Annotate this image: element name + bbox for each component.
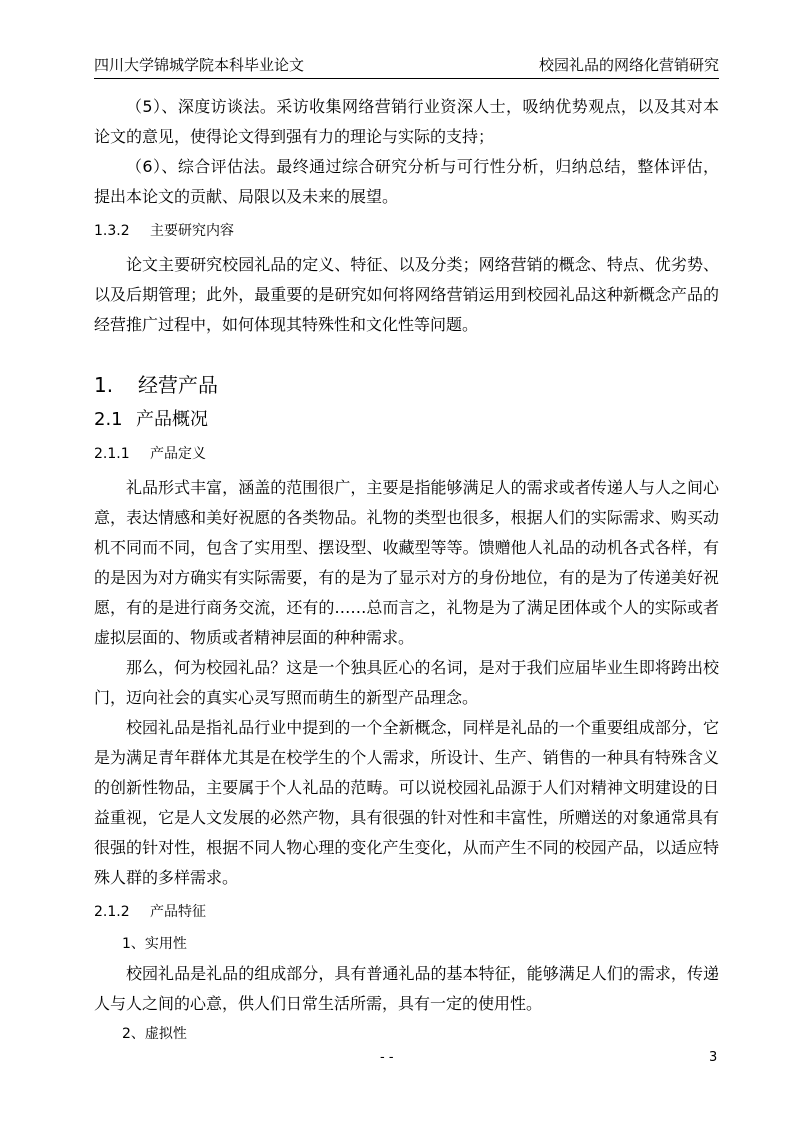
heading-title: 产品定义 <box>150 446 206 462</box>
paragraph-gift-definition: 礼品形式丰富，涵盖的范围很广，主要是指能够满足人的需求或者传递人与人之间心意，表达情感和美好祝愿的各类物品。礼物的类型也很多，根据人们的实际需求、购买动机不同而不同，包含了实用型、摆设型、收藏型等等。馈赠他人礼品的动机各式各样，有的是因为对方确实有实际需要，有的是为了显示对方的身份地位，有的是为了传递美好祝愿，有的是进行商务交流，还有的……总而言之，礼物是为了满足团体或个人的实际或者虚拟层面的、物质或者精神层面的种种需求。 <box>94 478 719 647</box>
heading-title: 主要研究内容 <box>150 223 234 239</box>
heading-2-1-2 <box>94 902 719 922</box>
heading-number: 1. <box>94 373 114 397</box>
list-item-virtuality: 2、虚拟性 <box>122 1026 187 1042</box>
paragraph-campus-gift-concept: 校园礼品是指礼品行业中提到的一个全新概念，同样是礼品的一个重要组成部分，它是为满足青年群体尤其是在校学生的个人需求，所设计、生产、销售的一种具有特殊含义的创新性物品，主要属于个人礼品的范畴。可以说校园礼品源于人们对精神文明建设的日益重视，它是人文发展的必然产物，具有很强的针对性和丰富性，所赠送的对象通常具有很强的针对性，根据不同人物心理的变化产生变化，从而产生不同的校园产品，以适应特殊人群的多样需求。 <box>94 718 719 887</box>
heading-number: 2.1 <box>94 409 123 430</box>
list-item-practicality: 1、实用性 <box>122 936 187 952</box>
heading-number: 2.1.1 <box>94 446 130 462</box>
paragraph-research-content: 论文主要研究校园礼品的定义、特征、以及分类；网络营销的概念、特点、优劣势、以及后期管理；此外，最重要的是研究如何将网络营销运用到校园礼品这种新概念产品的经营推广过程中，如何体现其特殊性和文化性等问题。 <box>94 255 719 334</box>
paragraph-campus-gift-question: 那么，何为校园礼品？这是一个独具匠心的名词，是对于我们应届毕业生即将跨出校门，迈向社会的真实心灵写照而萌生的新型产品理念。 <box>94 658 719 707</box>
heading-title: 产品特征 <box>150 904 206 920</box>
header-thesis-label: 四川大学锦城学院本科毕业论文 <box>94 56 305 74</box>
heading-title: 经营产品 <box>138 373 218 397</box>
paragraph-practicality: 校园礼品是礼品的组成部分，具有普通礼品的基本特征，能够满足人们的需求，传递人与人之间的心意，供人们日常生活所需，具有一定的使用性。 <box>94 964 719 1013</box>
page-number: 3 <box>709 1050 718 1065</box>
heading-number: 2.1.2 <box>94 904 130 920</box>
paragraph-method-6: （6）、综合评估法。最终通过综合研究分析与可行性分析，归纳总结，整体评估，提出本论文的贡献、局限以及未来的展望。 <box>94 157 719 206</box>
heading-1-3-2 <box>94 221 719 241</box>
heading-title: 产品概况 <box>136 409 208 430</box>
footer-dots: - - <box>380 1050 394 1065</box>
heading-number: 1.3.2 <box>94 223 130 239</box>
page-body <box>94 92 719 1049</box>
heading-2-1-1 <box>94 444 719 464</box>
header-paper-title: 校园礼品的网络化营销研究 <box>538 56 719 74</box>
page-header <box>94 52 719 79</box>
heading-chapter <box>94 370 719 400</box>
heading-2-1 <box>94 406 719 434</box>
paragraph-method-5: （5）、深度访谈法。采访收集网络营销行业资深人士，吸纳优势观点，以及其对本论文的意见，使得论文得到强有力的理论与实际的支持； <box>94 97 719 146</box>
